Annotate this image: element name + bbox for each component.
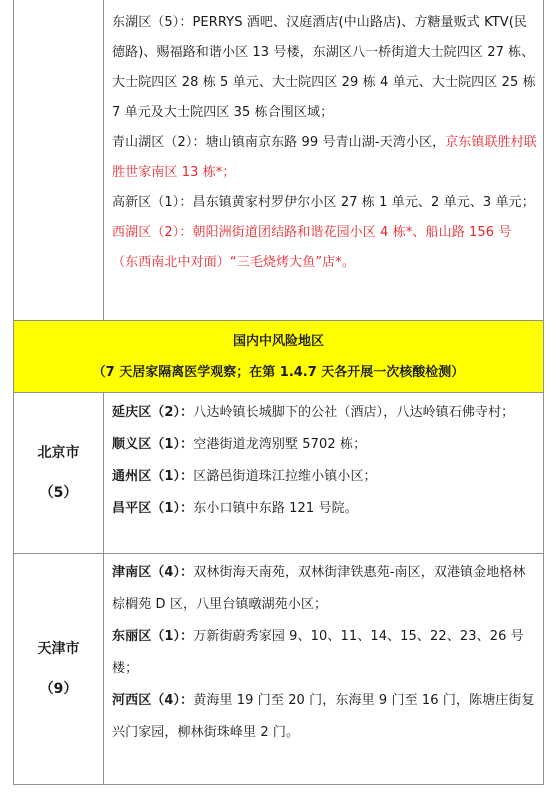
medium-risk-banner — [14, 321, 544, 393]
tianjin-city-name: 天津市 — [37, 641, 80, 657]
donghu-entry — [112, 8, 537, 128]
risk-area-table — [13, 0, 544, 785]
tianjin-district-2: 河西区（4）： — [112, 693, 194, 708]
tianjin-district-0: 津南区（4）： — [112, 565, 194, 580]
tianjin-entry — [112, 685, 537, 749]
empty-city-cell — [14, 0, 104, 321]
donghu-text: PERRYS 酒吧、汉庭酒店(中山路店)、方糖量贩式 KTV(民德路)、赐福路和谐小区 13 号楼，东湖区八一桥街道大士院四区 27 栋、大士院四区 28 栋 5 单元、大士院四区 29 栋 4 单元、大士院四区 25 栋 7 单元及大士院四区 35 栋合围区域； — [112, 15, 536, 120]
qingshanhu-red-text: 京东镇联胜村联胜世家南区 13 栋*； — [112, 135, 537, 180]
donghu-district: 东湖区（5）： — [112, 15, 193, 30]
qingshanhu-district: 青山湖区（2）： — [112, 135, 206, 150]
beijing-district-3: 昌平区（1）： — [112, 501, 194, 516]
beijing-entry — [112, 461, 537, 493]
tianjin-text-1: 万新街蔚秀家园 9、10、11、14、15、22、23、26 号楼； — [112, 629, 524, 676]
beijing-content-cell — [104, 393, 544, 554]
tianjin-count: （9） — [39, 681, 78, 697]
tianjin-text-2: 黄海里 19 门至 20 门，东海里 9 门至 16 门，陈塘庄街复兴门家园，柳林街珠峰里 2 门。 — [112, 693, 535, 740]
qingshanhu-entry — [112, 128, 537, 188]
beijing-district-1: 顺义区（1）： — [112, 437, 194, 452]
beijing-district-0: 延庆区（2）： — [112, 405, 194, 420]
xihu-text: 朝阳洲街道团结路和谐花园小区 4 栋*、船山路 156 号（东西南北中对面）“三毛烧烤大鱼”店*。 — [112, 225, 512, 270]
gaoxin-text: 昌东镇黄家村罗伊尔小区 27 栋 1 单元、2 单元、3 单元； — [192, 195, 535, 210]
beijing-row — [14, 393, 544, 554]
continuation-content-cell — [104, 0, 544, 321]
beijing-text-2: 区潞邑街道珠江拉维小镇小区； — [193, 469, 377, 484]
tianjin-city-cell — [14, 554, 104, 785]
medium-risk-banner-row — [14, 321, 544, 393]
qingshanhu-text: 塘山镇南京东路 99 号青山湖-天湾小区， — [205, 135, 446, 150]
beijing-district-2: 通州区（1）： — [112, 469, 194, 484]
tianjin-content-cell — [104, 554, 544, 785]
beijing-text-0: 八达岭镇长城脚下的公社（酒店），八达岭镇石佛寺村； — [193, 405, 515, 420]
xihu-district: 西湖区（2）： — [112, 225, 193, 240]
beijing-entry — [112, 429, 537, 461]
beijing-text-1: 空港街道龙湾别墅 5702 栋； — [193, 437, 367, 452]
beijing-text-3: 东小口镇中东路 121 号院。 — [193, 501, 358, 516]
beijing-city-cell — [14, 393, 104, 554]
tianjin-text-0: 双林街海天南苑，双林街津铁惠苑-南区，双港镇金地格林棕榈苑 D 区，八里台镇暾湖苑小区； — [112, 565, 526, 612]
tianjin-district-1: 东丽区（1）： — [112, 629, 194, 644]
gaoxin-district: 高新区（1）： — [112, 195, 193, 210]
beijing-entry — [112, 493, 537, 525]
banner-subtitle: （7 天居家隔离医学观察；在第 1.4.7 天各开展一次核酸检测） — [92, 365, 465, 380]
beijing-entry — [112, 397, 537, 429]
tianjin-row — [14, 554, 544, 785]
tianjin-entry — [112, 557, 537, 621]
gaoxin-entry — [112, 188, 537, 218]
beijing-city-name: 北京市 — [37, 445, 80, 461]
beijing-count: （5） — [39, 485, 78, 501]
jiangxi-continuation-row — [14, 0, 544, 321]
banner-title: 国内中风险地区 — [232, 334, 324, 349]
xihu-entry — [112, 218, 537, 278]
tianjin-entry — [112, 621, 537, 685]
